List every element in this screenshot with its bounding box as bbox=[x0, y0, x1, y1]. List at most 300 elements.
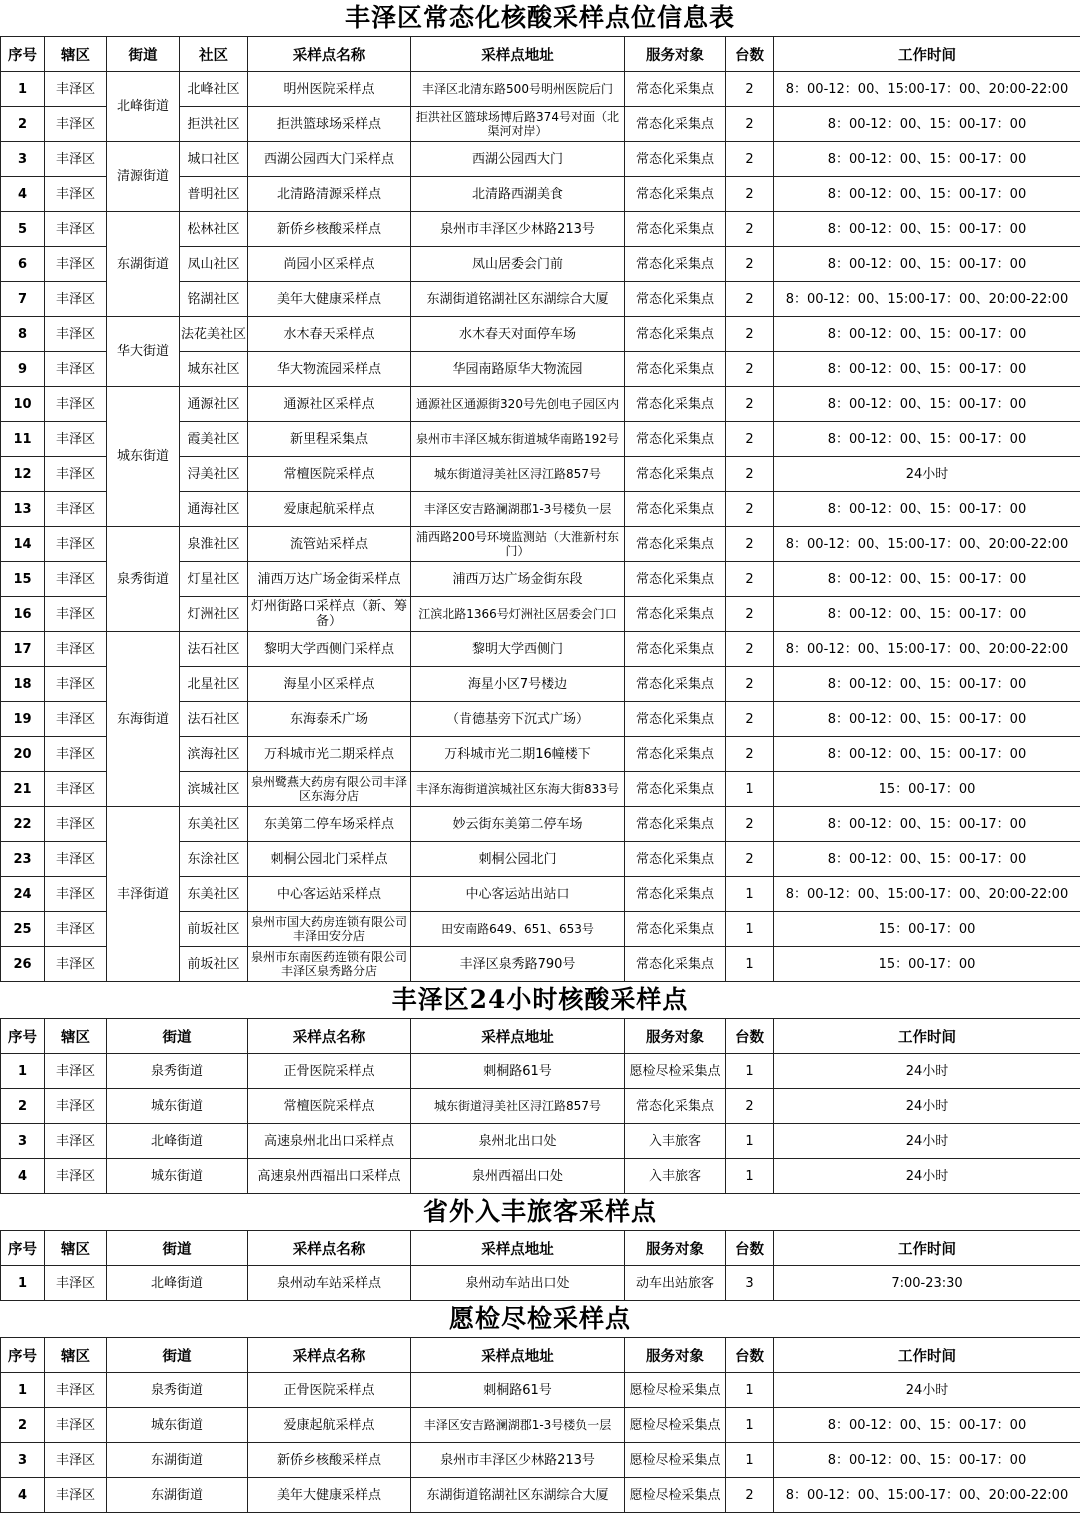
cell-service: 常态化采集点 bbox=[625, 387, 726, 422]
cell-units: 1 bbox=[726, 1124, 774, 1159]
cell-address: 泉州市丰泽区少林路213号 bbox=[411, 1443, 625, 1478]
cell-site-name: 灯州街路口采样点（新、筹备） bbox=[248, 597, 411, 632]
cell-address: 泉州北出口处 bbox=[411, 1124, 625, 1159]
cell-hours: 8：00-12：00、15：00-17：00 bbox=[774, 842, 1080, 877]
cell-hours: 8：00-12：00、15：00-17：00 bbox=[774, 317, 1080, 352]
cell-address: （肯德基旁下沉式广场） bbox=[411, 702, 625, 737]
cell-street: 东湖街道 bbox=[107, 1443, 248, 1478]
cell-district: 丰泽区 bbox=[45, 632, 107, 667]
table-row bbox=[1, 317, 1080, 352]
cell-units: 1 bbox=[726, 1159, 774, 1194]
cell-address: 城东街道浔美社区浔江路857号 bbox=[411, 1089, 625, 1124]
cell-units: 2 bbox=[726, 667, 774, 702]
cell-units: 1 bbox=[726, 1408, 774, 1443]
cell-district: 丰泽区 bbox=[45, 597, 107, 632]
cell-address: 凤山居委会门前 bbox=[411, 247, 625, 282]
cell-community: 东涂社区 bbox=[180, 842, 248, 877]
cell-units: 2 bbox=[726, 737, 774, 772]
table-row bbox=[1, 1266, 1080, 1301]
col-header-street: 街道 bbox=[107, 1338, 248, 1373]
cell-hours: 8：00-12：00、15：00-17：00 bbox=[774, 492, 1080, 527]
cell-hours: 8：00-12：00、15：00-17：00 bbox=[774, 1443, 1080, 1478]
cell-site-name: 水木春天采样点 bbox=[248, 317, 411, 352]
cell-site-name: 流管站采样点 bbox=[248, 527, 411, 562]
cell-hours: 24小时 bbox=[774, 1373, 1080, 1408]
cell-service: 常态化采集点 bbox=[625, 562, 726, 597]
cell-hours: 8：00-12：00、15：00-17：00 bbox=[774, 247, 1080, 282]
cell-site-name: 明州医院采样点 bbox=[248, 72, 411, 107]
cell-service: 动车出站旅客 bbox=[625, 1266, 726, 1301]
cell-site-name: 爱康起航采样点 bbox=[248, 492, 411, 527]
cell-service: 常态化采集点 bbox=[625, 667, 726, 702]
cell-district: 丰泽区 bbox=[45, 1373, 107, 1408]
col-header-units: 台数 bbox=[726, 1338, 774, 1373]
cell-index: 4 bbox=[1, 1478, 45, 1513]
cell-service: 常态化采集点 bbox=[625, 807, 726, 842]
cell-units: 2 bbox=[726, 317, 774, 352]
cell-community: 城口社区 bbox=[180, 142, 248, 177]
col-header-index: 序号 bbox=[1, 37, 45, 72]
cell-hours: 8：00-12：00、15:00-17：00、20:00-22:00 bbox=[774, 877, 1080, 912]
cell-index: 22 bbox=[1, 807, 45, 842]
cell-address: 丰泽区安吉路澜湖郡1-3号楼负一层 bbox=[411, 1408, 625, 1443]
cell-site-name: 华大物流园采样点 bbox=[248, 352, 411, 387]
cell-service: 常态化采集点 bbox=[625, 772, 726, 807]
cell-index: 8 bbox=[1, 317, 45, 352]
cell-community: 霞美社区 bbox=[180, 422, 248, 457]
cell-district: 丰泽区 bbox=[45, 317, 107, 352]
table-row bbox=[1, 1124, 1080, 1159]
cell-hours: 15：00-17：00 bbox=[774, 947, 1080, 982]
cell-district: 丰泽区 bbox=[45, 527, 107, 562]
cell-site-name: 尚园小区采样点 bbox=[248, 247, 411, 282]
section-title: 丰泽区常态化核酸采样点位信息表 bbox=[344, 3, 735, 32]
cell-district: 丰泽区 bbox=[45, 1089, 107, 1124]
cell-index: 15 bbox=[1, 562, 45, 597]
cell-units: 2 bbox=[726, 247, 774, 282]
cell-community: 前坂社区 bbox=[180, 912, 248, 947]
cell-index: 4 bbox=[1, 177, 45, 212]
table-row bbox=[1, 387, 1080, 422]
cell-units: 2 bbox=[726, 212, 774, 247]
cell-district: 丰泽区 bbox=[45, 772, 107, 807]
cell-district: 丰泽区 bbox=[45, 702, 107, 737]
cell-service: 常态化采集点 bbox=[625, 912, 726, 947]
cell-district: 丰泽区 bbox=[45, 1408, 107, 1443]
cell-service: 常态化采集点 bbox=[625, 492, 726, 527]
cell-street: 清源街道 bbox=[107, 142, 180, 212]
col-header-index: 序号 bbox=[1, 1019, 45, 1054]
cell-service: 常态化采集点 bbox=[625, 317, 726, 352]
cell-service: 常态化采集点 bbox=[625, 842, 726, 877]
cell-site-name: 泉州鹭燕大药房有限公司丰泽区东海分店 bbox=[248, 772, 411, 807]
cell-units: 1 bbox=[726, 877, 774, 912]
cell-hours: 8：00-12：00、15：00-17：00 bbox=[774, 107, 1080, 142]
cell-community: 滨城社区 bbox=[180, 772, 248, 807]
cell-address: 丰泽东海街道滨城社区东海大街833号 bbox=[411, 772, 625, 807]
cell-address: 妙云街东美第二停车场 bbox=[411, 807, 625, 842]
cell-hours: 8：00-12：00、15：00-17：00 bbox=[774, 387, 1080, 422]
cell-units: 3 bbox=[726, 1266, 774, 1301]
cell-index: 23 bbox=[1, 842, 45, 877]
cell-hours: 8：00-12：00、15：00-17：00 bbox=[774, 737, 1080, 772]
cell-service: 常态化采集点 bbox=[625, 177, 726, 212]
cell-district: 丰泽区 bbox=[45, 1159, 107, 1194]
cell-site-name: 刺桐公园北门采样点 bbox=[248, 842, 411, 877]
header-row bbox=[1, 1019, 1080, 1054]
cell-street: 泉秀街道 bbox=[107, 1373, 248, 1408]
cell-address: 北清路西湖美食 bbox=[411, 177, 625, 212]
cell-hours: 15：00-17：00 bbox=[774, 772, 1080, 807]
cell-site-name: 新里程采集点 bbox=[248, 422, 411, 457]
cell-service: 常态化采集点 bbox=[625, 107, 726, 142]
cell-index: 24 bbox=[1, 877, 45, 912]
section-title: 愿检尽检采样点 bbox=[448, 1304, 631, 1333]
cell-hours: 8：00-12：00、15:00-17：00、20:00-22:00 bbox=[774, 527, 1080, 562]
cell-hours: 8：00-12：00、15：00-17：00 bbox=[774, 352, 1080, 387]
cell-community: 滨海社区 bbox=[180, 737, 248, 772]
cell-community: 铭湖社区 bbox=[180, 282, 248, 317]
cell-street: 泉秀街道 bbox=[107, 1054, 248, 1089]
cell-address: 丰泽区泉秀路790号 bbox=[411, 947, 625, 982]
cell-hours: 8：00-12：00、15：00-17：00 bbox=[774, 212, 1080, 247]
table-24h-sampling bbox=[0, 1018, 1080, 1194]
cell-district: 丰泽区 bbox=[45, 1478, 107, 1513]
cell-service: 常态化采集点 bbox=[625, 702, 726, 737]
col-header-district: 辖区 bbox=[45, 1231, 107, 1266]
cell-site-name: 中心客运站采样点 bbox=[248, 877, 411, 912]
cell-address: 泉州动车站出口处 bbox=[411, 1266, 625, 1301]
cell-index: 5 bbox=[1, 212, 45, 247]
cell-units: 2 bbox=[726, 842, 774, 877]
cell-index: 21 bbox=[1, 772, 45, 807]
cell-site-name: 爱康起航采样点 bbox=[248, 1408, 411, 1443]
cell-site-name: 东美第二停车场采样点 bbox=[248, 807, 411, 842]
cell-index: 17 bbox=[1, 632, 45, 667]
cell-site-name: 东海泰禾广场 bbox=[248, 702, 411, 737]
cell-units: 1 bbox=[726, 1443, 774, 1478]
col-header-site-name: 采样点名称 bbox=[248, 1231, 411, 1266]
cell-hours: 8：00-12：00、15:00-17：00、20:00-22:00 bbox=[774, 282, 1080, 317]
cell-index: 26 bbox=[1, 947, 45, 982]
col-header-index: 序号 bbox=[1, 1338, 45, 1373]
cell-index: 3 bbox=[1, 1124, 45, 1159]
table-row bbox=[1, 212, 1080, 247]
cell-units: 2 bbox=[726, 492, 774, 527]
cell-address: 泉州西福出口处 bbox=[411, 1159, 625, 1194]
cell-community: 松林社区 bbox=[180, 212, 248, 247]
cell-hours: 8：00-12：00、15：00-17：00 bbox=[774, 422, 1080, 457]
col-header-district: 辖区 bbox=[45, 1338, 107, 1373]
col-header-units: 台数 bbox=[726, 1019, 774, 1054]
cell-address: 通源社区通源街320号先创电子园区内 bbox=[411, 387, 625, 422]
cell-address: 江滨北路1366号灯洲社区居委会门口 bbox=[411, 597, 625, 632]
cell-index: 14 bbox=[1, 527, 45, 562]
cell-community: 泉淮社区 bbox=[180, 527, 248, 562]
cell-units: 2 bbox=[726, 527, 774, 562]
cell-units: 1 bbox=[726, 772, 774, 807]
cell-units: 2 bbox=[726, 597, 774, 632]
cell-district: 丰泽区 bbox=[45, 1054, 107, 1089]
cell-site-name: 黎明大学西侧门采样点 bbox=[248, 632, 411, 667]
col-header-address: 采样点地址 bbox=[411, 1019, 625, 1054]
cell-district: 丰泽区 bbox=[45, 737, 107, 772]
col-header-district: 辖区 bbox=[45, 37, 107, 72]
cell-index: 1 bbox=[1, 1266, 45, 1301]
cell-street: 东海街道 bbox=[107, 632, 180, 807]
cell-units: 2 bbox=[726, 352, 774, 387]
cell-index: 1 bbox=[1, 72, 45, 107]
col-header-address: 采样点地址 bbox=[411, 1338, 625, 1373]
cell-address: 东湖街道铭湖社区东湖综合大厦 bbox=[411, 282, 625, 317]
cell-community: 凤山社区 bbox=[180, 247, 248, 282]
cell-units: 2 bbox=[726, 702, 774, 737]
cell-district: 丰泽区 bbox=[45, 387, 107, 422]
col-header-street: 街道 bbox=[107, 1019, 248, 1054]
cell-community: 前坂社区 bbox=[180, 947, 248, 982]
cell-hours: 24小时 bbox=[774, 1089, 1080, 1124]
cell-index: 4 bbox=[1, 1159, 45, 1194]
cell-service: 常态化采集点 bbox=[625, 737, 726, 772]
cell-district: 丰泽区 bbox=[45, 352, 107, 387]
col-header-address: 采样点地址 bbox=[411, 37, 625, 72]
cell-index: 18 bbox=[1, 667, 45, 702]
table-row bbox=[1, 1478, 1080, 1513]
col-header-service: 服务对象 bbox=[625, 37, 726, 72]
cell-hours: 7:00-23:30 bbox=[774, 1266, 1080, 1301]
cell-address: 丰泽区安吉路澜湖郡1-3号楼负一层 bbox=[411, 492, 625, 527]
cell-district: 丰泽区 bbox=[45, 107, 107, 142]
cell-hours: 8：00-12：00、15：00-17：00 bbox=[774, 142, 1080, 177]
cell-index: 1 bbox=[1, 1054, 45, 1089]
cell-district: 丰泽区 bbox=[45, 492, 107, 527]
table-row bbox=[1, 142, 1080, 177]
cell-index: 9 bbox=[1, 352, 45, 387]
cell-district: 丰泽区 bbox=[45, 807, 107, 842]
cell-site-name: 通源社区采样点 bbox=[248, 387, 411, 422]
cell-service: 常态化采集点 bbox=[625, 212, 726, 247]
cell-district: 丰泽区 bbox=[45, 142, 107, 177]
cell-community: 普明社区 bbox=[180, 177, 248, 212]
col-header-service: 服务对象 bbox=[625, 1019, 726, 1054]
cell-street: 泉秀街道 bbox=[107, 527, 180, 632]
cell-index: 2 bbox=[1, 1089, 45, 1124]
cell-address: 泉州市丰泽区少林路213号 bbox=[411, 212, 625, 247]
cell-community: 通海社区 bbox=[180, 492, 248, 527]
col-header-street: 街道 bbox=[107, 1231, 248, 1266]
table-row bbox=[1, 1373, 1080, 1408]
cell-community: 通源社区 bbox=[180, 387, 248, 422]
col-header-site-name: 采样点名称 bbox=[248, 1019, 411, 1054]
cell-district: 丰泽区 bbox=[45, 1443, 107, 1478]
col-header-service: 服务对象 bbox=[625, 1231, 726, 1266]
cell-address: 中心客运站出站口 bbox=[411, 877, 625, 912]
table-row bbox=[1, 1408, 1080, 1443]
cell-index: 7 bbox=[1, 282, 45, 317]
cell-district: 丰泽区 bbox=[45, 72, 107, 107]
cell-address: 东湖街道铭湖社区东湖综合大厦 bbox=[411, 1478, 625, 1513]
cell-district: 丰泽区 bbox=[45, 282, 107, 317]
cell-district: 丰泽区 bbox=[45, 177, 107, 212]
col-header-hours: 工作时间 bbox=[774, 1231, 1080, 1266]
cell-site-name: 浦西万达广场金街采样点 bbox=[248, 562, 411, 597]
cell-site-name: 高速泉州北出口采样点 bbox=[248, 1124, 411, 1159]
col-header-hours: 工作时间 bbox=[774, 37, 1080, 72]
cell-index: 6 bbox=[1, 247, 45, 282]
cell-units: 2 bbox=[726, 1478, 774, 1513]
table-voluntary-sampling bbox=[0, 1337, 1080, 1513]
table-routine-sampling bbox=[0, 36, 1080, 982]
cell-index: 11 bbox=[1, 422, 45, 457]
cell-district: 丰泽区 bbox=[45, 1266, 107, 1301]
cell-hours: 24小时 bbox=[774, 1159, 1080, 1194]
cell-service: 常态化采集点 bbox=[625, 142, 726, 177]
cell-street: 华大街道 bbox=[107, 317, 180, 387]
cell-service: 常态化采集点 bbox=[625, 422, 726, 457]
col-header-address: 采样点地址 bbox=[411, 1231, 625, 1266]
cell-community: 浔美社区 bbox=[180, 457, 248, 492]
section-title: 丰泽区24小时核酸采样点 bbox=[391, 985, 689, 1014]
cell-community: 灯星社区 bbox=[180, 562, 248, 597]
cell-district: 丰泽区 bbox=[45, 562, 107, 597]
cell-address: 刺桐路61号 bbox=[411, 1054, 625, 1089]
col-header-site-name: 采样点名称 bbox=[248, 37, 411, 72]
cell-street: 城东街道 bbox=[107, 387, 180, 527]
cell-service: 常态化采集点 bbox=[625, 247, 726, 282]
cell-street: 丰泽街道 bbox=[107, 807, 180, 982]
cell-site-name: 西湖公园西大门采样点 bbox=[248, 142, 411, 177]
cell-site-name: 新侨乡核酸采样点 bbox=[248, 1443, 411, 1478]
cell-address: 丰泽区北清东路500号明州医院后门 bbox=[411, 72, 625, 107]
cell-service: 常态化采集点 bbox=[625, 282, 726, 317]
cell-service: 愿检尽检采集点 bbox=[625, 1373, 726, 1408]
cell-index: 12 bbox=[1, 457, 45, 492]
cell-site-name: 拒洪篮球场采样点 bbox=[248, 107, 411, 142]
cell-address: 浦西万达广场金街东段 bbox=[411, 562, 625, 597]
cell-hours: 8：00-12：00、15：00-17：00 bbox=[774, 1408, 1080, 1443]
cell-street: 北峰街道 bbox=[107, 72, 180, 142]
cell-community: 东美社区 bbox=[180, 877, 248, 912]
cell-address: 水木春天对面停车场 bbox=[411, 317, 625, 352]
table-row bbox=[1, 1089, 1080, 1124]
cell-units: 1 bbox=[726, 947, 774, 982]
table-out-of-province-sampling bbox=[0, 1230, 1080, 1301]
cell-site-name: 海星小区采样点 bbox=[248, 667, 411, 702]
cell-index: 2 bbox=[1, 107, 45, 142]
header-row bbox=[1, 37, 1080, 72]
cell-district: 丰泽区 bbox=[45, 877, 107, 912]
table-row bbox=[1, 1443, 1080, 1478]
cell-district: 丰泽区 bbox=[45, 947, 107, 982]
cell-hours: 8：00-12：00、15：00-17：00 bbox=[774, 562, 1080, 597]
cell-index: 10 bbox=[1, 387, 45, 422]
cell-units: 2 bbox=[726, 632, 774, 667]
col-header-index: 序号 bbox=[1, 1231, 45, 1266]
cell-service: 入丰旅客 bbox=[625, 1124, 726, 1159]
col-header-hours: 工作时间 bbox=[774, 1338, 1080, 1373]
cell-street: 东湖街道 bbox=[107, 212, 180, 317]
col-header-community: 社区 bbox=[180, 37, 248, 72]
cell-address: 华园南路原华大物流园 bbox=[411, 352, 625, 387]
header-row bbox=[1, 1231, 1080, 1266]
section-title: 省外入丰旅客采样点 bbox=[422, 1197, 657, 1226]
cell-hours: 24小时 bbox=[774, 457, 1080, 492]
cell-hours: 15：00-17：00 bbox=[774, 912, 1080, 947]
cell-units: 1 bbox=[726, 912, 774, 947]
cell-units: 2 bbox=[726, 177, 774, 212]
cell-district: 丰泽区 bbox=[45, 912, 107, 947]
cell-street: 北峰街道 bbox=[107, 1266, 248, 1301]
table-row bbox=[1, 1159, 1080, 1194]
cell-site-name: 美年大健康采样点 bbox=[248, 1478, 411, 1513]
cell-units: 2 bbox=[726, 72, 774, 107]
table-row bbox=[1, 632, 1080, 667]
cell-index: 20 bbox=[1, 737, 45, 772]
cell-service: 愿检尽检采集点 bbox=[625, 1478, 726, 1513]
cell-service: 常态化采集点 bbox=[625, 527, 726, 562]
cell-district: 丰泽区 bbox=[45, 1124, 107, 1159]
cell-street: 东湖街道 bbox=[107, 1478, 248, 1513]
cell-service: 常态化采集点 bbox=[625, 72, 726, 107]
cell-units: 2 bbox=[726, 387, 774, 422]
cell-hours: 8：00-12：00、15：00-17：00 bbox=[774, 597, 1080, 632]
cell-community: 法石社区 bbox=[180, 702, 248, 737]
col-header-units: 台数 bbox=[726, 37, 774, 72]
cell-community: 拒洪社区 bbox=[180, 107, 248, 142]
cell-site-name: 泉州市东南医药连锁有限公司丰泽区泉秀路分店 bbox=[248, 947, 411, 982]
cell-hours: 8：00-12：00、15:00-17：00、20:00-22:00 bbox=[774, 1478, 1080, 1513]
cell-units: 2 bbox=[726, 807, 774, 842]
cell-district: 丰泽区 bbox=[45, 457, 107, 492]
col-header-site-name: 采样点名称 bbox=[248, 1338, 411, 1373]
col-header-units: 台数 bbox=[726, 1231, 774, 1266]
cell-service: 入丰旅客 bbox=[625, 1159, 726, 1194]
cell-index: 19 bbox=[1, 702, 45, 737]
cell-address: 田安南路649、651、653号 bbox=[411, 912, 625, 947]
cell-address: 拒洪社区篮球场博后路374号对面（北渠河对岸） bbox=[411, 107, 625, 142]
cell-address: 海星小区7号楼边 bbox=[411, 667, 625, 702]
cell-index: 16 bbox=[1, 597, 45, 632]
table-row bbox=[1, 1054, 1080, 1089]
cell-street: 城东街道 bbox=[107, 1089, 248, 1124]
cell-index: 13 bbox=[1, 492, 45, 527]
cell-site-name: 新侨乡核酸采样点 bbox=[248, 212, 411, 247]
cell-units: 2 bbox=[726, 282, 774, 317]
cell-address: 城东街道浔美社区浔江路857号 bbox=[411, 457, 625, 492]
cell-service: 常态化采集点 bbox=[625, 352, 726, 387]
col-header-hours: 工作时间 bbox=[774, 1019, 1080, 1054]
cell-community: 北星社区 bbox=[180, 667, 248, 702]
cell-service: 常态化采集点 bbox=[625, 457, 726, 492]
cell-community: 法花美社区 bbox=[180, 317, 248, 352]
cell-hours: 8：00-12：00、15：00-17：00 bbox=[774, 702, 1080, 737]
cell-units: 2 bbox=[726, 1089, 774, 1124]
cell-site-name: 常檀医院采样点 bbox=[248, 457, 411, 492]
cell-site-name: 北清路清源采样点 bbox=[248, 177, 411, 212]
cell-address: 黎明大学西侧门 bbox=[411, 632, 625, 667]
cell-service: 常态化采集点 bbox=[625, 597, 726, 632]
cell-units: 2 bbox=[726, 562, 774, 597]
cell-address: 西湖公园西大门 bbox=[411, 142, 625, 177]
cell-street: 北峰街道 bbox=[107, 1124, 248, 1159]
cell-hours: 8：00-12：00、15:00-17：00、20:00-22:00 bbox=[774, 72, 1080, 107]
cell-hours: 8：00-12：00、15：00-17：00 bbox=[774, 177, 1080, 212]
cell-district: 丰泽区 bbox=[45, 667, 107, 702]
cell-units: 1 bbox=[726, 1373, 774, 1408]
cell-address: 泉州市丰泽区城东街道城华南路192号 bbox=[411, 422, 625, 457]
cell-site-name: 美年大健康采样点 bbox=[248, 282, 411, 317]
cell-hours: 24小时 bbox=[774, 1124, 1080, 1159]
